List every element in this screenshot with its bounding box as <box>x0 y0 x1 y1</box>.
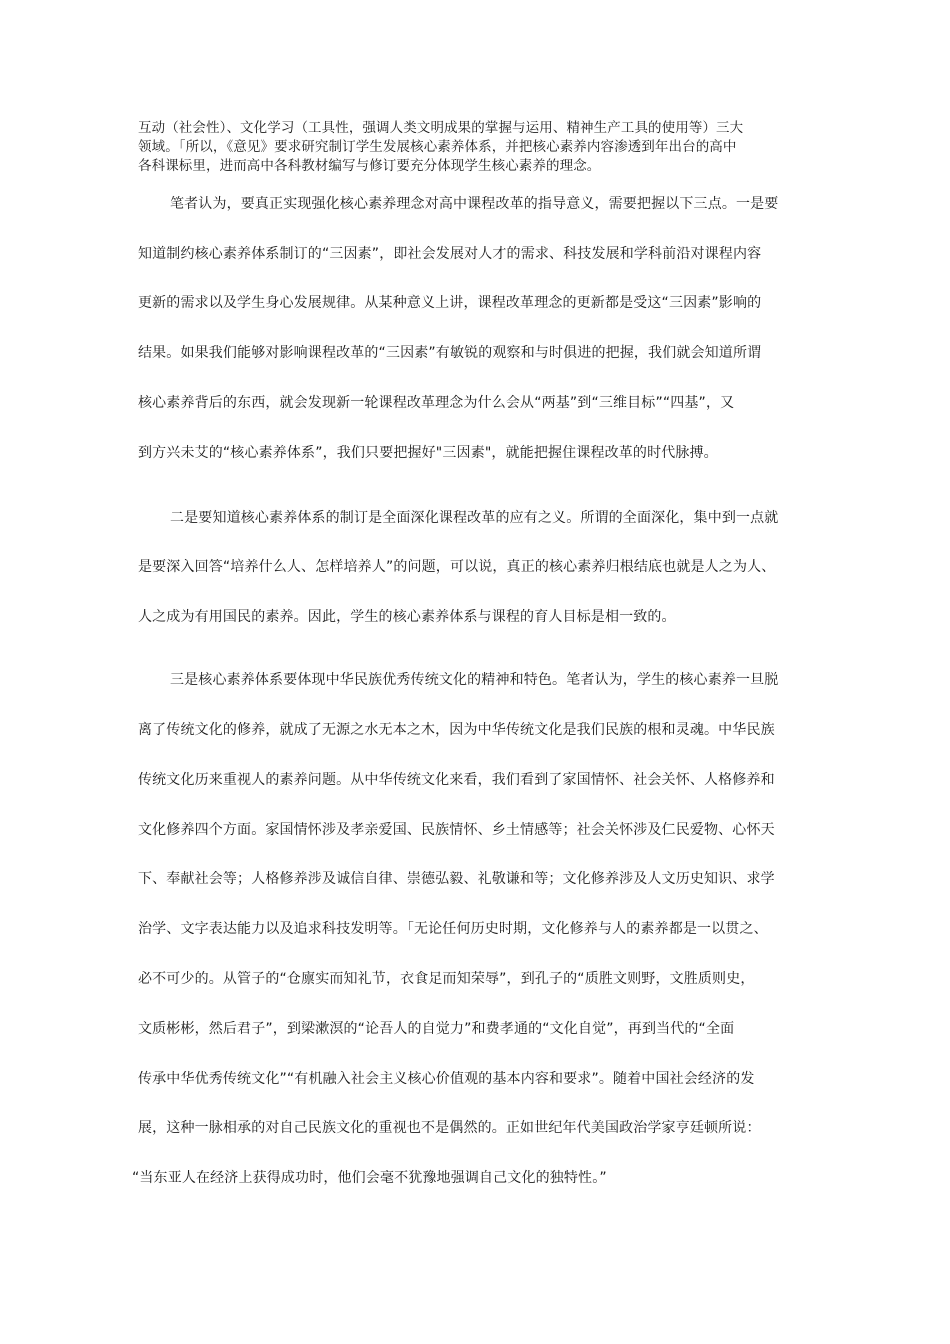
paragraph-line: 文化修养四个方面。家国情怀涉及孝亲爱国、民族情怀、乡土情感等；社会关怀涉及仁民爱物、心怀天 <box>138 822 775 838</box>
paragraph-line: 离了传统文化的修养，就成了无源之水无本之木，因为中华传统文化是我们民族的根和灵魂。中华民族 <box>138 722 775 738</box>
paragraph-line: 结果。如果我们能够对影响课程改革的“三因素”有敏锐的观察和与时俱进的把握，我们就会知道所谓 <box>138 345 762 361</box>
paragraph-line: 是要深入回答“培养什么人、怎样培养人”的问题，可以说，真正的核心素养归根结底也就是人之为人、 <box>138 559 776 575</box>
intro-line: 领域。「所以，《意见》要求研究制订学生发展核心素养体系，并把核心素养内容渗透到年出台的高中 <box>138 139 737 155</box>
paragraph-line: 展，这种一脉相承的对自己民族文化的重视也不是偶然的。正如世纪年代美国政治学家亨廷顿所说： <box>138 1120 761 1136</box>
paragraph-line: 下、奉献社会等；人格修养涉及诚信自律、崇德弘毅、礼敬谦和等；文化修养涉及人文历史知识、求学 <box>138 871 775 887</box>
intro-line: 各科课标里，进而高中各科教材编写与修订要充分体现学生核心素养的理念。 <box>138 158 601 174</box>
paragraph-line: 笔者认为，要真正实现强化核心素养理念对高中课程改革的指导意义，需要把握以下三点。一是要 <box>170 196 779 212</box>
paragraph-line: 三是核心素养体系要体现中华民族优秀传统文化的精神和特色。笔者认为，学生的核心素养一旦脱 <box>170 672 779 688</box>
paragraph-line: 文质彬彬，然后君子”，到梁漱溟的“论吾人的自觉力”和费孝通的“文化自觉”，再到当代的“全面 <box>138 1021 735 1037</box>
paragraph-line: 二是要知道核心素养体系的制订是全面深化课程改革的应有之义。所谓的全面深化，集中到一点就 <box>170 510 779 526</box>
paragraph-line: 知道制约核心素养体系制订的“三因素”，即社会发展对人才的需求、科技发展和学科前沿对课程内容 <box>138 246 762 262</box>
paragraph-line: 人之成为有用国民的素养。因此，学生的核心素养体系与课程的育人目标是相一致的。 <box>138 609 676 625</box>
quote-line: “当东亚人在经济上获得成功时，他们会毫不犹豫地强调自己文化的独特性。” <box>132 1170 607 1186</box>
paragraph-line: 传统文化历来重视人的素养问题。从中华传统文化来看，我们看到了家国情怀、社会关怀、人格修养和 <box>138 772 775 788</box>
paragraph-line: 核心素养背后的东西，就会发现新一轮课程改革理念为什么会从“两基”到“三维目标”“四基”，又 <box>138 395 735 411</box>
paragraph-line: 更新的需求以及学生身心发展规律。从某种意义上讲，课程改革理念的更新都是受这“三因素”影响的 <box>138 295 762 311</box>
paragraph-line: 治学、文字表达能力以及追求科技发明等。「无论任何历史时期，文化修养与人的素养都是一以贯之、 <box>138 921 768 937</box>
paragraph-line: 到方兴未艾的“核心素养体系”，我们只要把握好"三因素"，就能把握住课程改革的时代脉搏。 <box>138 445 718 461</box>
paragraph-line: 传承中华优秀传统文化”“有机融入社会主义核心价值观的基本内容和要求”。随着中国社会经济的发 <box>138 1071 755 1087</box>
paragraph-line: 必不可少的。从管子的“仓廪实而知礼节，衣食足而知荣辱”，到孔子的“质胜文则野，文胜质则史， <box>138 971 755 987</box>
intro-line: 互动（社会性）、文化学习（工具性，强调人类文明成果的掌握与运用、精神生产工具的使用等）三大 <box>138 120 744 136</box>
